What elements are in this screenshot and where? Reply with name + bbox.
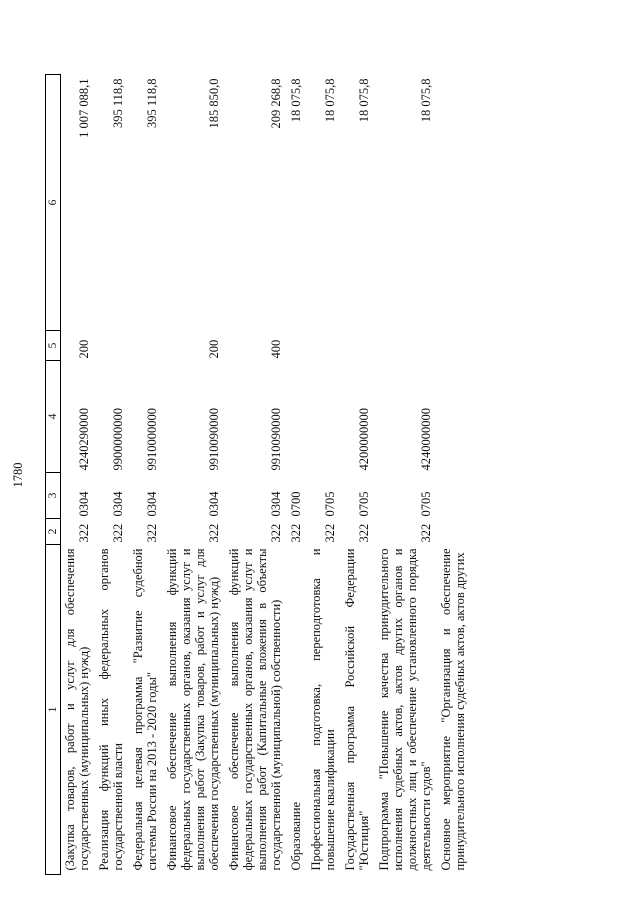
row-ministry-code: 322 [357,523,371,543]
table-row [287,75,307,875]
row-expense-type [129,331,163,361]
row-ministry-code [437,519,471,545]
col-header-6: 6 [46,75,61,331]
table-row [437,75,471,875]
row-expense-type [287,331,307,361]
row-target-code: 9900000000 [111,408,125,471]
row-section-code: 0304 [207,491,221,517]
row-target-code: 4200000000 [357,408,371,471]
row-amount: 185 850,0 [207,78,221,129]
row-ministry-code: 322 [323,523,337,543]
table-row [375,75,437,875]
row-name: Федеральная целевая программа "Развитие судебной системы России на 2013 - 2020 годы" [131,548,159,871]
row-ministry-code: 322 [419,523,433,543]
rotated-content [11,75,605,875]
row-target-code: 9910090000 [269,408,283,471]
table-row [95,75,129,875]
row-expense-type: 200 [77,339,91,359]
row-target-code: 9910000000 [145,408,159,471]
col-header-5: 5 [46,331,61,361]
row-section-code: 0304 [111,491,125,517]
row-target-code [437,361,471,473]
row-amount [437,75,471,331]
row-name: Финансовое обеспечение выполнения функций федеральных государственных органов, оказания услуг и выполнения работ (Закупка товаров, работ и услуг для обеспечения государственных (муниципальных) нужд) [165,548,221,871]
table-row [129,75,163,875]
col-header-1: 1 [46,545,61,875]
table-row [341,75,375,875]
row-section-code: 0705 [357,491,371,517]
row-amount: 1 007 088,1 [77,78,91,138]
row-amount: 18 075,8 [289,78,303,123]
row-section-code: 0304 [77,491,91,517]
row-target-code [287,361,307,473]
table-row [61,75,96,875]
row-name: (Закупка товаров, работ и услуг для обеспечения государственных (муниципальных) нужд) [63,548,91,871]
row-name: Реализация функций иных федеральных органов государственной власти [97,548,125,871]
row-name: Основное мероприятие "Организация и обеспечение принудительного исполнения судебных актов, актов других [439,548,467,871]
row-amount: 18 075,8 [357,78,371,123]
row-target-code: 4240000000 [419,408,433,471]
row-amount: 18 075,8 [419,78,433,123]
row-section-code: 0304 [145,491,159,517]
row-amount: 209 268,8 [269,78,283,129]
row-expense-type [341,331,375,361]
row-ministry-code: 322 [111,523,125,543]
col-header-2: 2 [46,519,61,545]
budget-table [45,74,471,875]
row-expense-type [307,331,341,361]
table-row [307,75,341,875]
row-section-code: 0304 [269,491,283,517]
row-expense-type [95,331,129,361]
row-target-code: 4240290000 [77,408,91,471]
row-section-code [437,473,471,519]
row-ministry-code: 322 [207,523,221,543]
col-header-3: 3 [46,473,61,519]
row-ministry-code: 322 [289,523,303,543]
row-section-code: 0705 [419,491,433,517]
row-name: Финансовое обеспечение выполнения функций федеральных государственных органов, оказания услуг и выполнения работ (Капитальные вложения в объекты государственной (муниципальной) собственности) [227,548,283,871]
row-target-code: 9910090000 [207,408,221,471]
row-amount: 18 075,8 [323,78,337,123]
table-row [163,75,225,875]
row-expense-type: 200 [207,339,221,359]
row-ministry-code: 322 [77,523,91,543]
row-name: Подпрограмма "Повышение качества принудительного исполнения судебных актов, актов других органов и должностных лиц и обеспечение установленного порядка деятельности судов" [377,548,433,871]
row-name: Государственная программа Российской Федерации "Юстиция" [343,548,371,871]
row-amount: 395 118,8 [145,78,159,129]
row-target-code [307,361,341,473]
row-section-code: 0705 [323,491,337,517]
header-row [46,75,61,875]
row-ministry-code: 322 [269,523,283,543]
page-number: 1780 [11,462,25,488]
row-ministry-code: 322 [145,523,159,543]
row-name: Образование [289,801,303,871]
row-section-code: 0700 [289,491,303,517]
row-name: Профессиональная подготовка, переподготовка и повышение квалификации [309,548,337,871]
table-row [225,75,287,875]
col-header-4: 4 [46,361,61,473]
row-expense-type [375,331,437,361]
row-expense-type: 400 [269,339,283,359]
row-amount: 395 118,8 [111,78,125,129]
row-expense-type [437,331,471,361]
